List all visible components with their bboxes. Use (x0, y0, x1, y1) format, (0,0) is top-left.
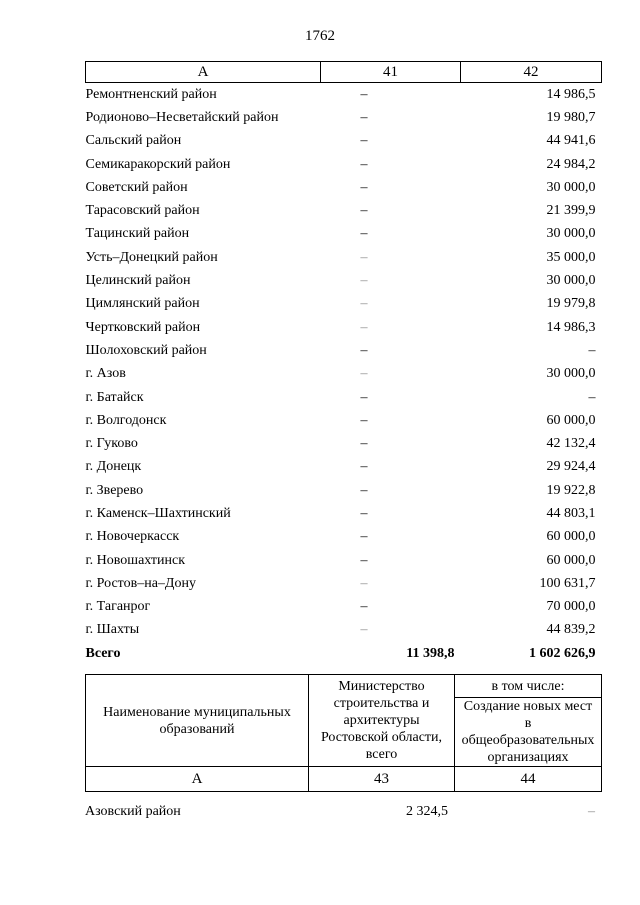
value-col-42: 30 000,0 (546, 179, 596, 195)
municipality-name: Ремонтненский район (85, 86, 217, 102)
municipality-name: Сальский район (85, 133, 182, 149)
table-body (86, 83, 602, 666)
value-col-42: 19 979,8 (546, 296, 596, 312)
value-col-41: – (360, 366, 368, 382)
value-col-41: – (360, 552, 368, 568)
table-row (86, 293, 602, 316)
municipality-name: г. Новочеркасск (85, 529, 180, 545)
municipality-name: г. Новошахтинск (85, 552, 186, 568)
column-code-43: 43 (309, 767, 455, 792)
value-col-41: – (360, 156, 368, 172)
table-row (86, 386, 602, 409)
municipality-name: г. Азов (85, 366, 126, 382)
value-col-41: – (360, 319, 368, 335)
value-col-41: – (360, 459, 368, 475)
value-col-41: – (360, 133, 368, 149)
value-col-42: 21 399,9 (546, 203, 596, 219)
municipality-name: г. Ростов–на–Дону (85, 575, 196, 591)
table-header-row (86, 62, 602, 83)
table-row (86, 526, 602, 549)
column-header-municipality: Наименование муниципальных образований (86, 675, 309, 767)
value-col-42: 44 803,1 (546, 505, 596, 521)
table-row (86, 223, 602, 246)
total-col-41: 11 398,8 (406, 645, 455, 661)
table-row (86, 363, 602, 386)
column-code-a: А (86, 767, 309, 792)
municipality-name: Целинский район (85, 273, 191, 289)
value-col-41: – (360, 342, 368, 358)
value-col-41: – (360, 529, 368, 545)
column-header-42: 42 (461, 62, 602, 83)
value-col-42: – (588, 342, 596, 358)
value-col-42: 100 631,7 (539, 575, 596, 591)
table-row (86, 83, 602, 107)
table-row (86, 409, 602, 432)
value-col-41: – (360, 436, 368, 452)
value-col-41: – (360, 296, 368, 312)
municipality-name: г. Волгодонск (85, 412, 167, 428)
table-row (86, 456, 602, 479)
table-row (86, 502, 602, 525)
column-header-including: в том числе: (455, 675, 602, 698)
budget-table-cols-41-42 (85, 61, 602, 665)
value-col-42: 19 922,8 (546, 482, 596, 498)
value-col-42: 30 000,0 (546, 366, 596, 382)
column-header-41: 41 (321, 62, 461, 83)
table-row (86, 153, 602, 176)
municipality-name: Шолоховский район (85, 342, 207, 358)
municipality-name: Чертковский район (85, 319, 201, 335)
municipality-name: Цимлянский район (85, 296, 200, 312)
table-row (86, 199, 602, 222)
municipality-name: Советский район (85, 179, 188, 195)
column-code-44: 44 (455, 767, 602, 792)
value-col-41: – (360, 482, 368, 498)
value-col-41: – (360, 109, 368, 125)
table-row (86, 619, 602, 642)
value-col-42: 30 000,0 (546, 226, 596, 242)
municipality-name: г. Каменск–Шахтинский (85, 505, 231, 521)
value-col-42: 35 000,0 (546, 249, 596, 265)
value-col-42: 14 986,5 (546, 86, 596, 102)
value-col-42: 60 000,0 (546, 529, 596, 545)
municipality-name: г. Донецк (85, 459, 142, 475)
municipality-name: г. Гуково (85, 436, 138, 452)
table-row (86, 339, 602, 362)
table-row (86, 316, 602, 339)
value-col-41: – (360, 203, 368, 219)
municipality-name: г. Шахты (85, 622, 140, 638)
total-col-42: 1 602 626,9 (529, 645, 596, 661)
value-col-41: – (360, 599, 368, 615)
total-label: Всего (85, 645, 121, 661)
value-col-41: – (360, 249, 368, 265)
table-row (86, 106, 602, 129)
value-col-42: 19 980,7 (546, 109, 596, 125)
municipality-name: Родионово–Несветайский район (85, 109, 279, 125)
table-body (85, 802, 601, 822)
value-col-41: – (360, 622, 368, 638)
value-col-42: 44 941,6 (546, 133, 596, 149)
page-number: 1762 (305, 28, 335, 44)
value-col-41: – (360, 389, 368, 405)
table-row (86, 572, 602, 595)
column-header-a: А (86, 62, 321, 83)
municipality-name: Семикаракорский район (85, 156, 231, 172)
value-col-42: 14 986,3 (546, 319, 596, 335)
value-col-41: – (360, 505, 368, 521)
value-col-42: 44 839,2 (546, 622, 596, 638)
value-col-43: 2 324,5 (406, 804, 448, 819)
value-col-42: 70 000,0 (546, 599, 596, 615)
municipality-name: Усть–Донецкий район (85, 249, 218, 265)
value-col-41: – (360, 575, 368, 591)
column-header-new-school-places: Создание новых мест в общеобразовательных организациях (455, 698, 602, 767)
table-row (86, 479, 602, 502)
header-row-codes (86, 767, 602, 792)
value-col-41: – (360, 412, 368, 428)
municipality-name: Тарасовский район (85, 203, 200, 219)
budget-table-rows-43-44 (85, 802, 601, 822)
value-col-42: 60 000,0 (546, 412, 596, 428)
value-col-41: – (360, 273, 368, 289)
value-col-41: – (360, 86, 368, 102)
municipality-name: г. Зверево (85, 482, 144, 498)
value-col-41: – (360, 226, 368, 242)
municipality-name: г. Таганрог (85, 599, 151, 615)
value-col-42: 42 132,4 (546, 436, 596, 452)
value-col-42: – (588, 389, 596, 405)
value-col-42: 60 000,0 (546, 552, 596, 568)
municipality-name: г. Батайск (85, 389, 144, 405)
total-row (86, 642, 602, 665)
budget-table-header-43-44 (85, 674, 602, 792)
municipality-name: Тацинский район (85, 226, 190, 242)
value-col-42: 30 000,0 (546, 273, 596, 289)
header-row-top (86, 675, 602, 698)
value-col-44: – (588, 804, 595, 819)
table-row (86, 246, 602, 269)
value-col-41: – (360, 179, 368, 195)
value-col-42: 24 984,2 (546, 156, 596, 172)
table-row (85, 802, 601, 822)
table-row (86, 549, 602, 572)
table-row (86, 432, 602, 455)
municipality-name: Азовский район (85, 804, 181, 819)
table-row (86, 130, 602, 153)
table-row (86, 176, 602, 199)
table-row (86, 269, 602, 292)
table-row (86, 596, 602, 619)
column-header-ministry-total: Министерство строительства и архитектуры Ростовской области, всего (309, 675, 455, 767)
value-col-42: 29 924,4 (546, 459, 596, 475)
